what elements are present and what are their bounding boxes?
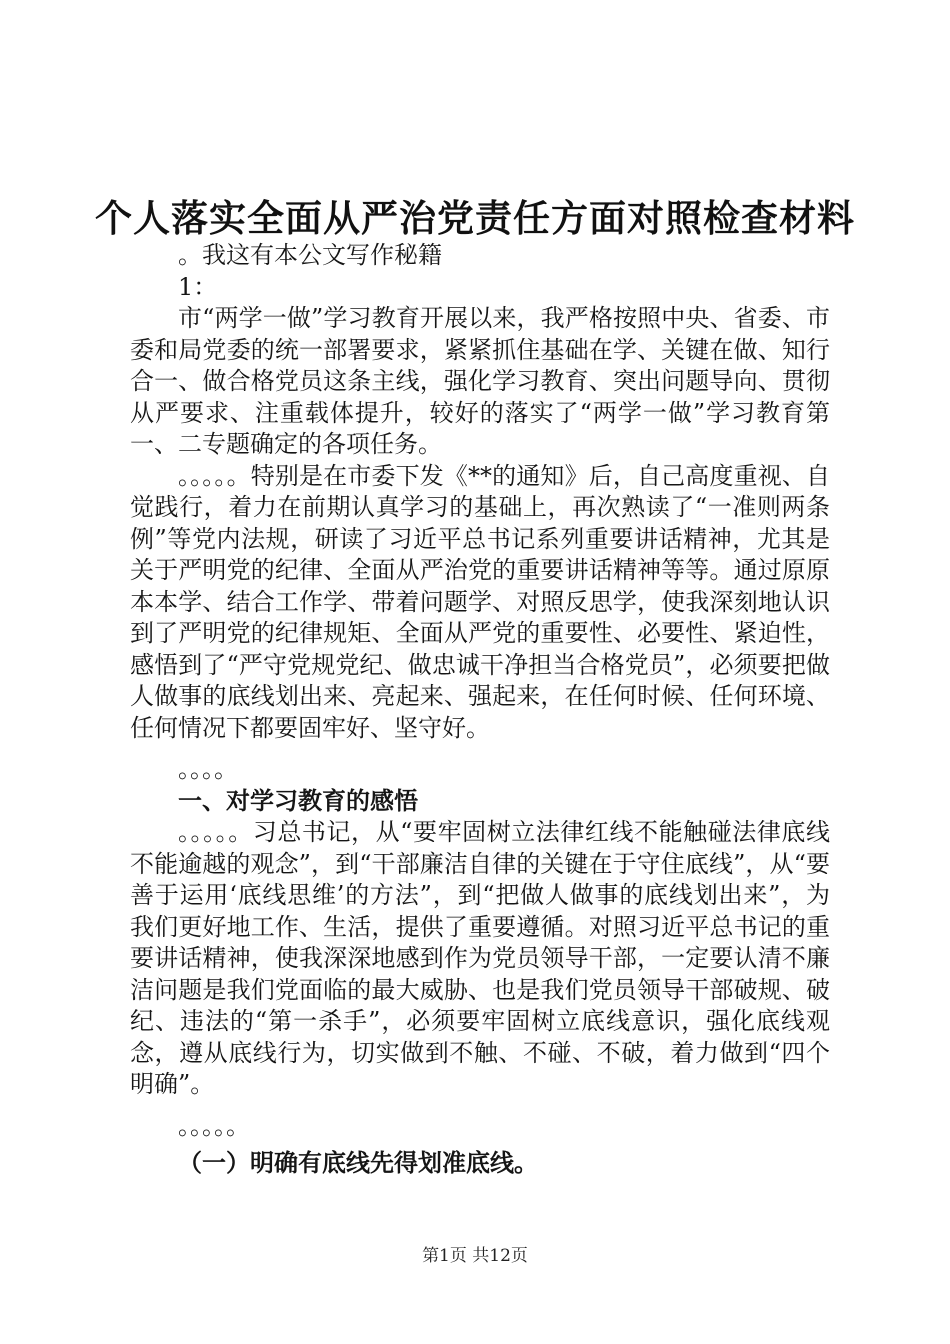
paragraph-study: 。。。。。特别是在市委下发《**的通知》后，自己高度重视、自觉践行，着力在前期认真学习的基础上，再次熟读了“一准则两条例”等党内法规，研读了习近平总书记系列重要讲话精神，尤其是关于严明党的纪律、全面从严治党的重要讲话精神等等。通过原原本本学、结合工作学、带着问题学、对照反思学，使我深刻地认识到了严明党的纪律规矩、全面从严党的重要性、必要性、紧迫性，感悟到了“严守党规党纪、做忠诚干净担当合格党员”，必须要把做人做事的底线划出来、亮起来、强起来，在任何时候、任何环境、任何情况下都要固牢好、坚守好。 (130, 461, 830, 742)
paragraph-background: 市“两学一做”学习教育开展以来，我严格按照中央、省委、市委和局党委的统一部署要求，紧紧抓住基础在学、关键在做、知行合一、做合格党员这条主线，强化学习教育、突出问题导向、贯彻从严要求、注重载体提升，较好的落实了“两学一做”学习教育第一、二专题确定的各项任务。 (130, 304, 830, 458)
section-heading-1-1: （一）明确有底线先得划准底线。 (178, 1149, 538, 1177)
page-number: 第1页 共12页 (422, 1246, 528, 1266)
paragraph-reflection: 。。。。。习总书记，从“要牢固树立法律红线不能触碰法律底线不能逾越的观念”，到“干部廉洁自律的关键在于守住底线”，从“要善于运用‘底线思维’的方法”，到“把做人做事的底线划出来”，为我们更好地工作、生活，提供了重要遵循。对照习近平总书记的重要讲话精神，使我深深地感到作为党员领导干部，一定要认清不廉洁问题是我们党面临的最大威胁、也是我们党员领导干部破规、破纪、违法的“第一杀手”，必须要牢固树立底线意识，强化底线观念，遵从底线行为，切实做到不触、不碰、不破，着力做到“四个明确”。 (130, 818, 830, 1098)
paragraph-dots: 。。。。 (178, 755, 238, 783)
document-body (130, 240, 830, 1180)
paragraph-number: 1： (178, 272, 218, 301)
paragraph-dots-2: 。。。。。 (178, 1111, 250, 1140)
section-heading-1: 一、对学习教育的感悟 (178, 786, 418, 815)
document-title: 个人落实全面从严治党责任方面对照检查材料 (95, 196, 855, 240)
paragraph-intro: 。我这有本公文写作秘籍 (178, 241, 442, 269)
